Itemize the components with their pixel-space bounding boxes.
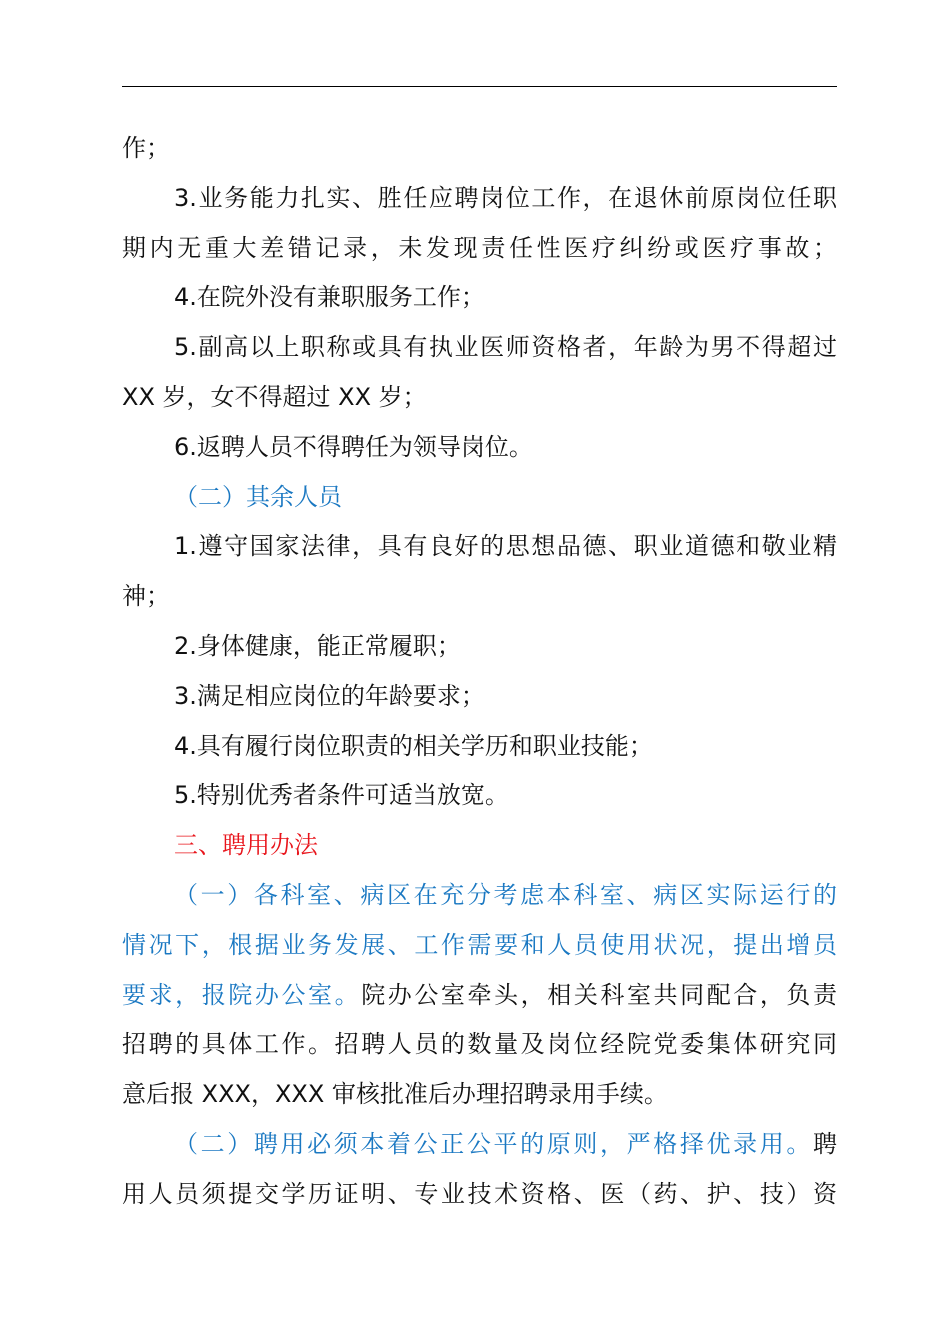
text-segment: 情况下，根据业务发展、工作需要和人员使用状况，提出增员 (122, 930, 837, 959)
text-segment: 4.在院外没有兼职服务工作； (174, 283, 485, 312)
text-line (122, 722, 837, 772)
text-segment: 6.返聘人员不得聘任为领导岗位。 (174, 432, 533, 461)
text-line (122, 423, 837, 473)
text-segment: 2.身体健康，能正常履职； (174, 631, 461, 660)
text-line (122, 273, 837, 323)
text-segment: 期内无重大差错记录，未发现责任性医疗纠纷或医疗事故； (122, 233, 837, 262)
document-body (122, 124, 837, 1220)
text-segment: XX 岁，女不得超过 XX 岁； (122, 382, 427, 411)
text-segment: 5.特别优秀者条件可适当放宽。 (174, 781, 509, 810)
text-segment: 4.具有履行岗位职责的相关学历和职业技能； (174, 731, 653, 760)
text-line (122, 323, 837, 373)
text-segment: 5.副高以上职称或具有执业医师资格者，年龄为男不得超过 (174, 333, 837, 362)
text-segment: 作； (122, 134, 170, 162)
text-segment: 意后报 XXX，XXX 审核批准后办理招聘录用手续。 (122, 1080, 668, 1109)
text-segment: 院办公室牵头，相关科室共同配合，负责 (361, 980, 838, 1009)
text-line (122, 921, 837, 971)
text-line (122, 821, 837, 871)
text-segment: 要求，报院办公室。 (122, 980, 362, 1009)
text-segment: 神； (122, 582, 170, 611)
text-segment: 三、聘用办法 (174, 831, 318, 860)
text-line (122, 174, 837, 224)
text-line (122, 971, 837, 1021)
text-segment: 招聘的具体工作。招聘人员的数量及岗位经院党委集体研究同 (122, 1030, 837, 1059)
text-line (122, 1120, 837, 1170)
text-segment: 用人员须提交学历证明、专业技术资格、医（药、护、技）资 (122, 1179, 837, 1208)
header-rule (122, 86, 837, 87)
text-line (122, 522, 837, 572)
text-line (122, 771, 837, 821)
text-line (122, 622, 837, 672)
text-line (122, 572, 837, 622)
text-line (122, 1070, 837, 1120)
text-line (122, 1020, 837, 1070)
text-segment: 1.遵守国家法律，具有良好的思想品德、职业道德和敬业精 (174, 532, 837, 561)
text-line (122, 373, 837, 423)
text-segment: （二）其余人员 (174, 482, 342, 511)
text-segment: 3.满足相应岗位的年龄要求； (174, 681, 485, 710)
text-line (122, 473, 837, 523)
text-line (122, 1170, 837, 1220)
text-line (122, 224, 837, 274)
text-segment: 聘 (813, 1129, 837, 1158)
text-segment: （二）聘用必须本着公正公平的原则，严格择优录用。 (174, 1129, 813, 1158)
text-line (122, 124, 837, 174)
text-line (122, 672, 837, 722)
text-segment: 3.业务能力扎实、胜任应聘岗位工作，在退休前原岗位任职 (174, 183, 837, 212)
text-line (122, 871, 837, 921)
text-segment: （一）各科室、病区在充分考虑本科室、病区实际运行的 (174, 880, 837, 909)
